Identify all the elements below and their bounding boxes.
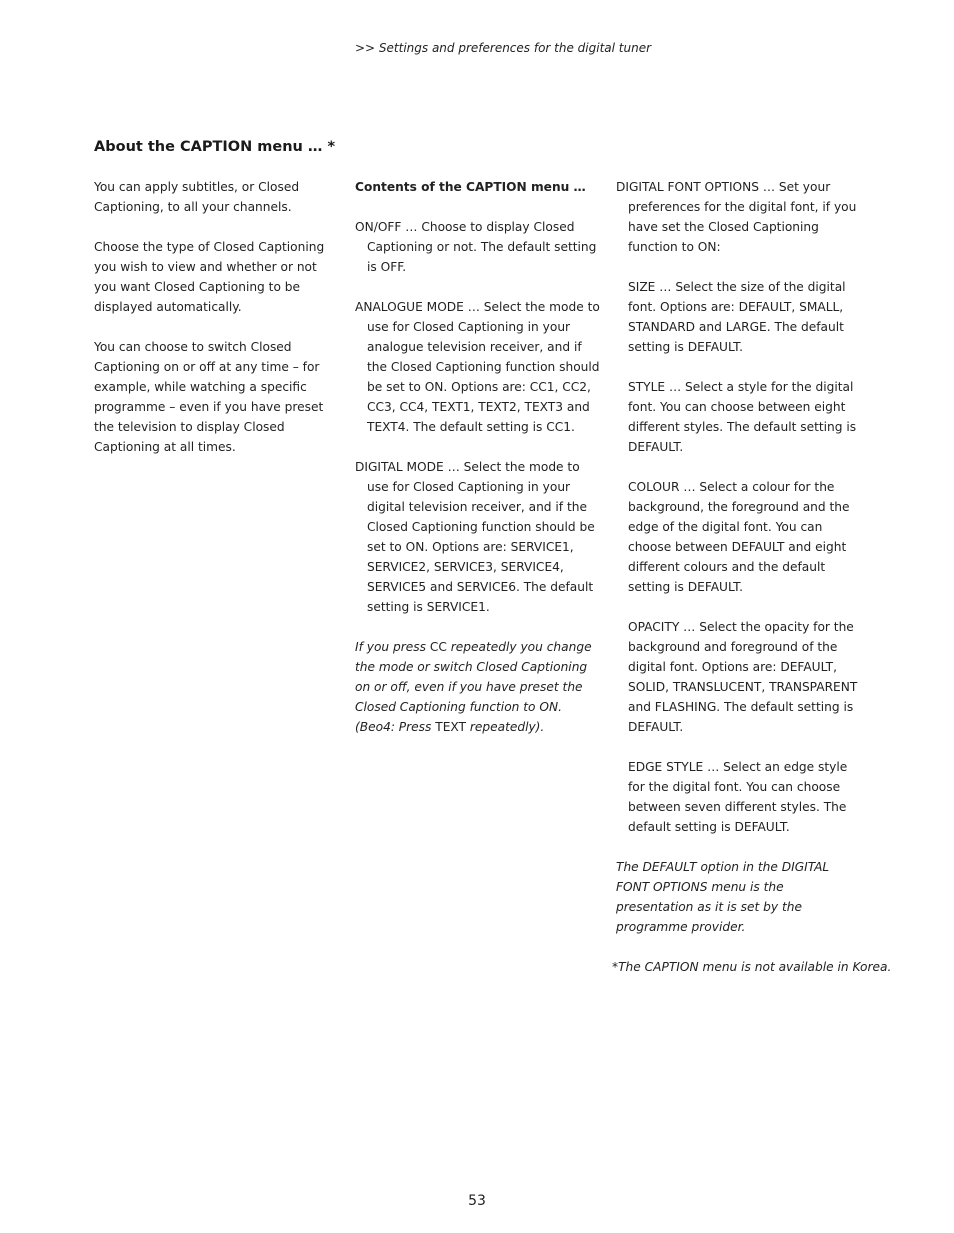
font-option-size: SIZE … Select the size of the digital font. Options are: DEFAULT, SMALL, STANDARD and LARGE. The default setting is DEFAULT. <box>628 280 846 354</box>
menu-contents-column <box>355 177 605 757</box>
intro-column <box>94 177 330 477</box>
intro-paragraph-2: Choose the type of Closed Captioning you wish to view and whether or not you want Closed Captioning to be displayed automatically. <box>94 240 325 314</box>
note-text-3: repeatedly). <box>465 720 545 734</box>
menu-contents-subheading: Contents of the CAPTION menu … <box>355 180 586 194</box>
font-option-style: STYLE … Select a style for the digital font. You can choose between eight different styles. The default setting is DEFAULT. <box>628 380 857 454</box>
menu-entry-digital-mode: DIGITAL MODE … Select the mode to use for Closed Captioning in your digital television receiver, and if the Closed Captioning function should be set to ON. Options are: SERVICE1, SERVICE2, SERVICE3, SERVICE4, SERVICE5 and SERVICE6. The default setting is SERVICE1. <box>355 460 595 614</box>
note-text-2: repeatedly you change the mode or switch Closed Captioning on or off, even if you have preset the Closed Captioning function to ON. (Beo4: Press <box>355 640 592 734</box>
page-number: 53 <box>468 1193 486 1209</box>
menu-entry-on-off: ON/OFF … Choose to display Closed Captioning or not. The default setting is OFF. <box>355 220 597 274</box>
digital-font-options-column <box>612 177 892 997</box>
default-option-note: The DEFAULT option in the DIGITAL FONT OPTIONS menu is the presentation as it is set by the programme provider. <box>616 860 830 934</box>
cc-key-label: CC <box>429 640 447 654</box>
intro-paragraph-1: You can apply subtitles, or Closed Captioning, to all your channels. <box>94 180 300 214</box>
running-header: >> Settings and preferences for the digital tuner <box>355 41 652 55</box>
note-text-1: If you press <box>355 640 430 654</box>
digital-font-options-intro: DIGITAL FONT OPTIONS … Set your preferences for the digital font, if you have set the Closed Captioning function to ON: <box>616 180 857 254</box>
menu-entry-analogue-mode: ANALOGUE MODE … Select the mode to use for Closed Captioning in your analogue television receiver, and if the Closed Captioning function should be set to ON. Options are: CC1, CC2, CC3, CC4, TEXT1, TEXT2, TEXT3 and TEXT4. The default setting is CC1. <box>355 300 600 434</box>
korea-footnote: *The CAPTION menu is not available in Korea. <box>612 960 892 974</box>
font-option-edge-style: EDGE STYLE … Select an edge style for the digital font. You can choose between seven different styles. The default setting is DEFAULT. <box>628 760 848 834</box>
text-key-label: TEXT <box>435 720 466 734</box>
intro-paragraph-3: You can choose to switch Closed Captioning on or off at any time – for example, while watching a specific programme – even if you have preset the television to display Closed Captioning at all times. <box>94 340 324 454</box>
section-title: About the CAPTION menu … * <box>94 139 336 155</box>
font-option-opacity: OPACITY … Select the opacity for the background and foreground of the digital font. Options are: DEFAULT, SOLID, TRANSLUCENT, TRANSPARENT and FLASHING. The default setting is DEFAULT. <box>628 620 858 734</box>
font-option-colour: COLOUR … Select a colour for the background, the foreground and the edge of the digital font. You can choose between DEFAULT and eight different colours and the default setting is DEFAULT. <box>628 480 850 594</box>
cc-button-note <box>355 637 605 737</box>
